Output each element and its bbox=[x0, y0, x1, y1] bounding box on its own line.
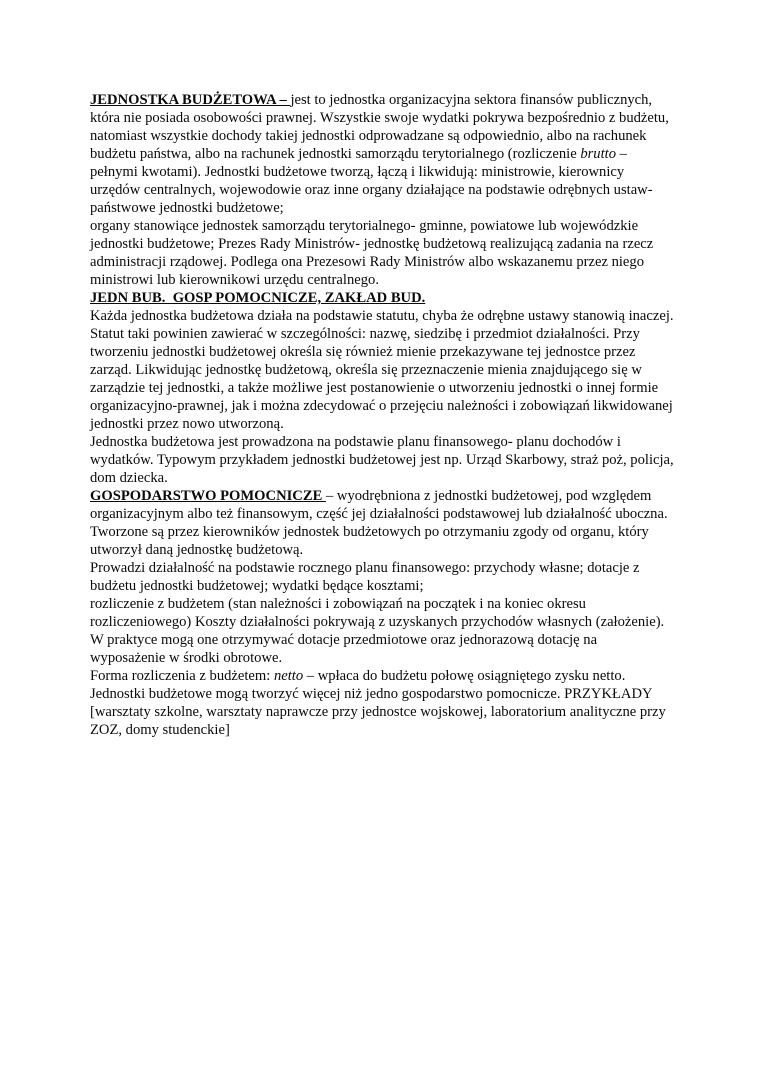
term-netto: netto bbox=[273, 668, 304, 684]
paragraph-statut bbox=[90, 307, 678, 433]
body-text: organy stanowiące jednostek samorządu terytorialnego- gminne, powiatowe lub wojewódzkie jednostki budżetowe; Prezes Rady Ministrów- jednostkę budżetową realizującą zadania na rzecz administracji rządowej. Podlega ona Prezesowi Rady Ministrów albo wskazanemu przez niego ministrowi lub kierownikowi urzędu centralnego. bbox=[90, 218, 657, 288]
term-jednostka-budzetowa: JEDNOSTKA BUDŻETOWA – bbox=[90, 92, 291, 108]
term-brutto: brutto bbox=[580, 146, 617, 162]
body-text: Jednostka budżetowa jest prowadzona na podstawie planu finansowego- planu dochodów i wydatków. Typowym przykładem jednostki budżetowej jest np. Urząd Skarbowy, straż poż, policja, dom dziecka. bbox=[90, 434, 678, 486]
paragraph-rozliczenie bbox=[90, 595, 675, 667]
body-text: Prowadzi działalność na podstawie rocznego planu finansowego: przychody własne; dotacje z budżetu jednostki budżetowej; wydatki będące kosztami; bbox=[90, 560, 644, 594]
paragraph-forma-rozliczenia bbox=[90, 667, 675, 739]
body-text: – pełnymi kwotami). Jednostki budżetowe tworzą, łączą i likwidują: ministrowie, kierownicy urzędów centralnych, wojewodowie oraz inne organy działające na podstawie odrębnych ustaw- państwowe jednostki budżetowe; bbox=[90, 146, 657, 216]
body-text: – wyodrębniona z jednostki budżetowej, pod względem organizacyjnym albo też finansowym, część jej działalności podstawowej lub działalność uboczna. Tworzone są przez kierowników jednostek budżetowych po otrzymaniu zgody od organu, który utworzył daną jednostkę budżetową. bbox=[90, 488, 671, 558]
body-text: Forma rozliczenia z budżetem: bbox=[90, 668, 274, 684]
heading-jedn-bub bbox=[90, 289, 675, 307]
body-text: jest to jednostka organizacyjna sektora finansów publicznych, która nie posiada osobowości prawnej. Wszystkie swoje wydatki pokrywa bezpośrednio z budżetu, natomiast wszystkie dochody takiej jednostki odprowadzane są odpowiednio, albo na rachunek budżetu państwa, albo na rachunek jednostki samorządu terytorialnego (rozliczenie bbox=[90, 92, 673, 162]
document-text-block bbox=[90, 91, 678, 739]
body-text: rozliczenie z budżetem (stan należności i zobowiązań na początek i na koniec okresu rozliczeniowego) Koszty działalności pokrywają z uzyskanych przychodów własnych (założenie). W praktyce mogą one otrzymywać dotacje przedmiotowe oraz jednorazową dotację na wyposażenie w środki obrotowe. bbox=[90, 596, 668, 666]
paragraph-jednostka-budzetowa bbox=[90, 91, 675, 217]
paragraph-gospodarstwo-pomocnicze bbox=[90, 487, 675, 559]
paragraph-plan-finansowy bbox=[90, 433, 678, 487]
section-heading-text: JEDN BUB. GOSP POMOCNICZE, ZAKŁAD BUD. bbox=[90, 290, 426, 306]
body-text: – wpłaca do budżetu połowę osiągniętego zysku netto. Jednostki budżetowe mogą tworzyć więcej niż jedno gospodarstwo pomocnicze. PRZYKŁADY [warsztaty szkolne, warsztaty naprawcze przy jednostce wojskowej, laboratorium analityczne przy ZOZ, domy studenckie] bbox=[90, 668, 670, 738]
term-gospodarstwo-pomocnicze: GOSPODARSTWO POMOCNICZE bbox=[90, 488, 326, 504]
body-text: Każda jednostka budżetowa działa na podstawie statutu, chyba że odrębne ustawy stanowią inaczej. Statut taki powinien zawierać w szczególności: nazwę, siedzibę i przedmiot działalności. Przy tworzeniu jednostki budżetowej określa się również mienie przekazywane tej jednostce przez zarząd. Likwidując jednostkę budżetową, określa się przeznaczenie mienia znajdującego się w zarządzie tej jednostki, a także możliwe jest postanowienie o utworzeniu jednostki o innej formie organizacyjno-prawnej, jak i można zdecydować o przejęciu należności i zobowiązań likwidowanej jednostki przez nowo utworzoną. bbox=[90, 308, 678, 432]
paragraph-organy-stanowiace bbox=[90, 217, 675, 289]
paragraph-dzialalnosc bbox=[90, 559, 675, 595]
